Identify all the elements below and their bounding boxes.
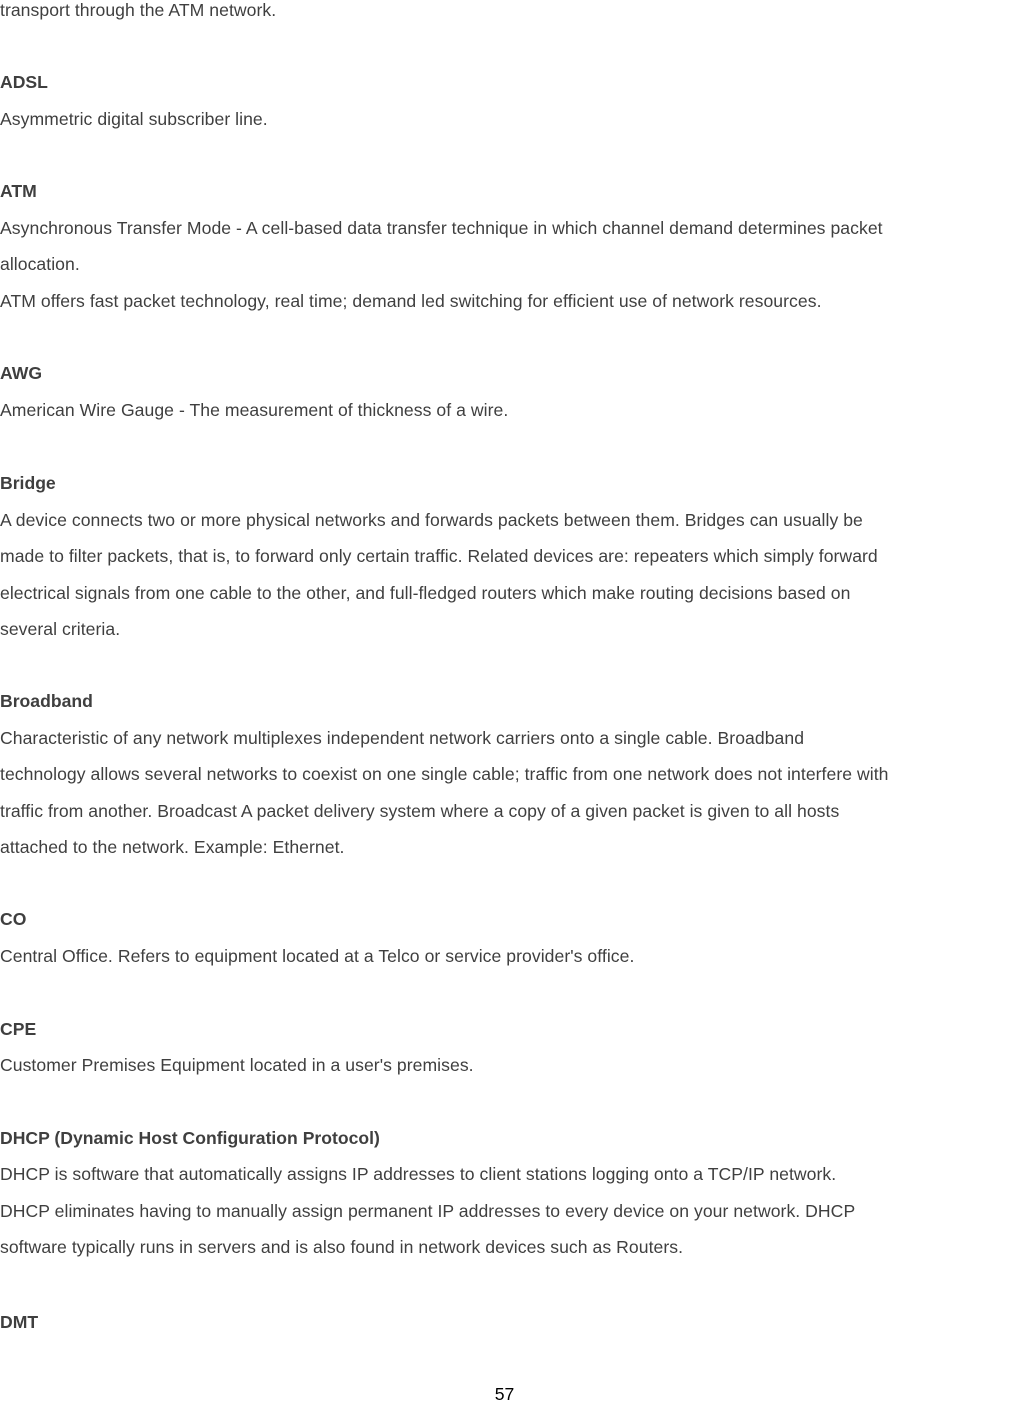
term-co: CO: [0, 909, 27, 929]
definition-co-line-1: Central Office. Refers to equipment located at a Telco or service provider's office.: [0, 946, 635, 966]
definition-atm-line-3: ATM offers fast packet technology, real time; demand led switching for efficient use of network resources.: [0, 291, 822, 311]
definition-broadband-line-4: attached to the network. Example: Ethernet.: [0, 837, 345, 857]
definition-atm-line-2: allocation.: [0, 254, 80, 274]
definition-awg-line-1: American Wire Gauge - The measurement of thickness of a wire.: [0, 400, 509, 420]
definition-bridge-line-3: electrical signals from one cable to the other, and full-fledged routers which make routing decisions based on: [0, 583, 851, 603]
definition-broadband-line-3: traffic from another. Broadcast A packet delivery system where a copy of a given packet is given to all hosts: [0, 801, 840, 821]
definition-bridge-line-4: several criteria.: [0, 619, 121, 639]
definition-broadband-line-2: technology allows several networks to coexist on one single cable; traffic from one network does not interfere with: [0, 764, 889, 784]
definition-dhcp-line-3: software typically runs in servers and is also found in network devices such as Routers.: [0, 1237, 684, 1257]
definition-atm-line-1: Asynchronous Transfer Mode - A cell-based data transfer technique in which channel demand determines packet: [0, 218, 883, 238]
definition-dhcp-line-1: DHCP is software that automatically assigns IP addresses to client stations logging onto a TCP/IP network.: [0, 1164, 837, 1184]
term-atm: ATM: [0, 181, 37, 201]
page-number: 57: [494, 1384, 515, 1404]
term-bridge: Bridge: [0, 473, 56, 493]
definition-bridge-line-2: made to filter packets, that is, to forward only certain traffic. Related devices are: repeaters which simply forward: [0, 546, 878, 566]
definition-cpe-line-1: Customer Premises Equipment located in a user's premises.: [0, 1055, 474, 1075]
term-dhcp: DHCP (Dynamic Host Configuration Protocol): [0, 1128, 380, 1148]
term-adsl: ADSL: [0, 72, 48, 92]
term-awg: AWG: [0, 363, 43, 383]
term-dmt: DMT: [0, 1312, 39, 1332]
definition-adsl-line-1: Asymmetric digital subscriber line.: [0, 109, 268, 129]
definition-broadband-line-1: Characteristic of any network multiplexes independent network carriers onto a single cable. Broadband: [0, 728, 805, 748]
definition-bridge-line-1: A device connects two or more physical networks and forwards packets between them. Bridges can usually be: [0, 510, 863, 530]
term-broadband: Broadband: [0, 691, 93, 711]
term-cpe: CPE: [0, 1019, 37, 1039]
carryover-text: transport through the ATM network.: [0, 0, 277, 20]
definition-dhcp-line-2: DHCP eliminates having to manually assign permanent IP addresses to every device on your network. DHCP: [0, 1201, 856, 1221]
